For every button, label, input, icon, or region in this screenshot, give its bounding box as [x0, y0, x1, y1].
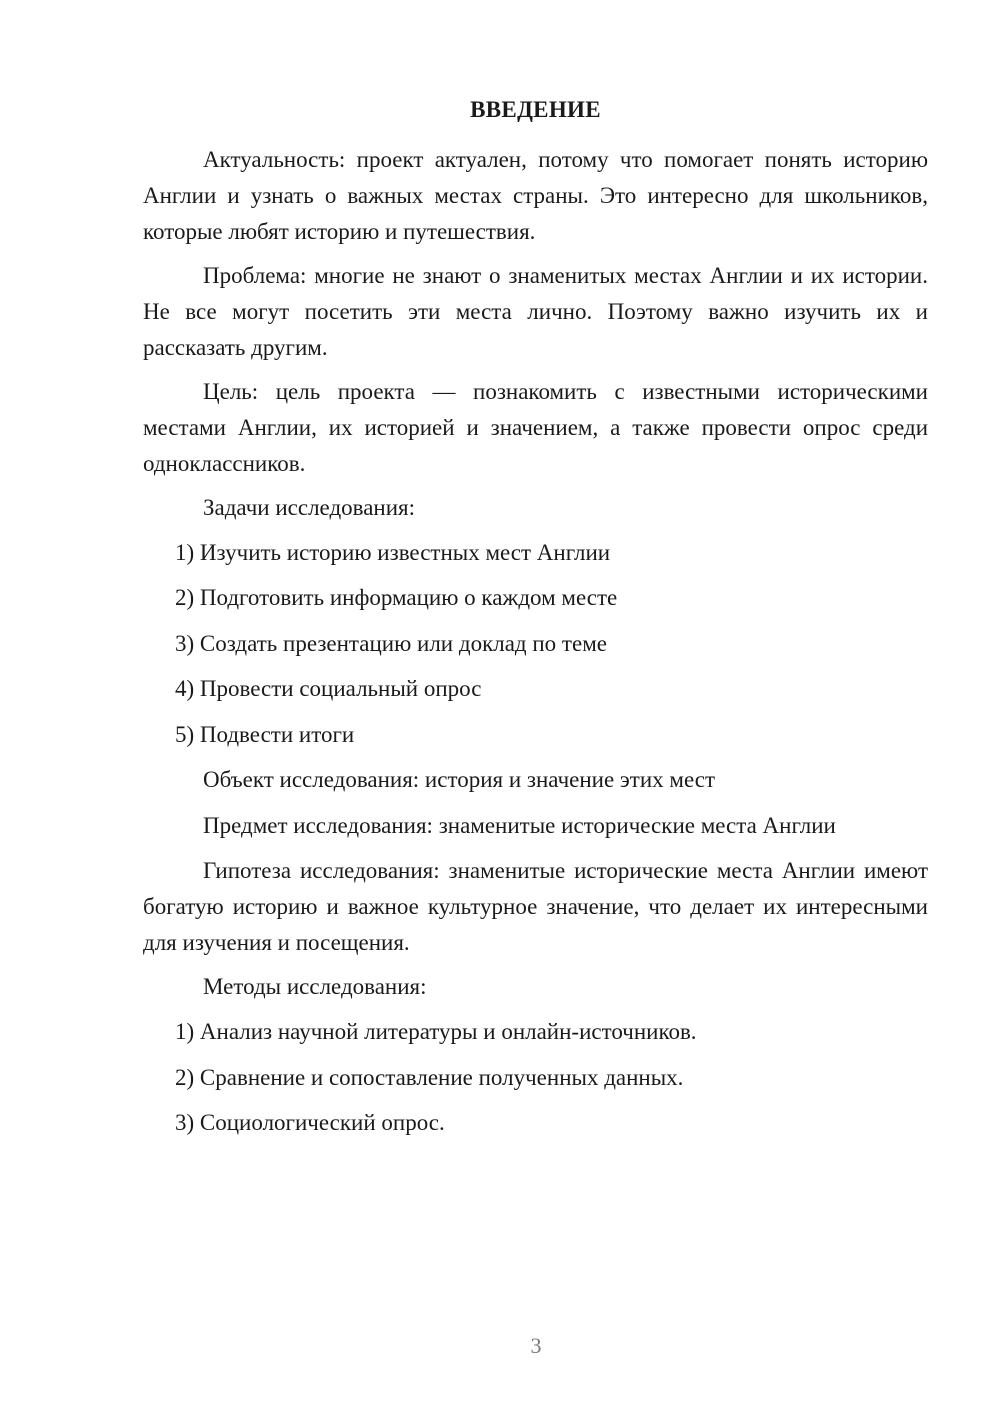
page-number: 3 [530, 1333, 542, 1358]
section-heading: ВВЕДЕНИЕ [470, 97, 601, 122]
research-object: Объект исследования: история и значение этих мест [203, 767, 715, 792]
methods-title: Методы исследования: [203, 974, 427, 999]
task-item: 5) Подвести итоги [175, 722, 355, 747]
task-item: 2) Подготовить информацию о каждом месте [175, 585, 618, 610]
task-item: 1) Изучить историю известных мест Англии [175, 540, 611, 565]
research-subject: Предмет исследования: знаменитые исторические места Англии [203, 813, 836, 838]
tasks-title: Задачи исследования: [203, 495, 416, 520]
method-item: 1) Анализ научной литературы и онлайн-источников. [175, 1019, 697, 1044]
method-item: 2) Сравнение и сопоставление полученных данных. [175, 1065, 684, 1090]
hypothesis-paragraph: Гипотеза исследования: знаменитые исторические места Англии имеют богатую историю и важное культурное значение, что делает их интересными для изучения и посещения. [143, 858, 928, 955]
task-item: 3) Создать презентацию или доклад по теме [175, 631, 607, 656]
relevance-paragraph: Актуальность: проект актуален, потому что помогает понять историю Англии и узнать о важных местах страны. Это интересно для школьников, которые любят историю и путешествия. [143, 147, 928, 244]
method-item: 3) Социологический опрос. [175, 1110, 445, 1135]
task-item: 4) Провести социальный опрос [175, 676, 482, 701]
goal-paragraph: Цель: цель проекта — познакомить с известными историческими местами Англии, их историей и значением, а также провести опрос среди одноклассников. [143, 379, 928, 476]
problem-paragraph: Проблема: многие не знают о знаменитых местах Англии и их истории. Не все могут посетить эти места лично. Поэтому важно изучить их и рассказать другим. [143, 263, 928, 360]
